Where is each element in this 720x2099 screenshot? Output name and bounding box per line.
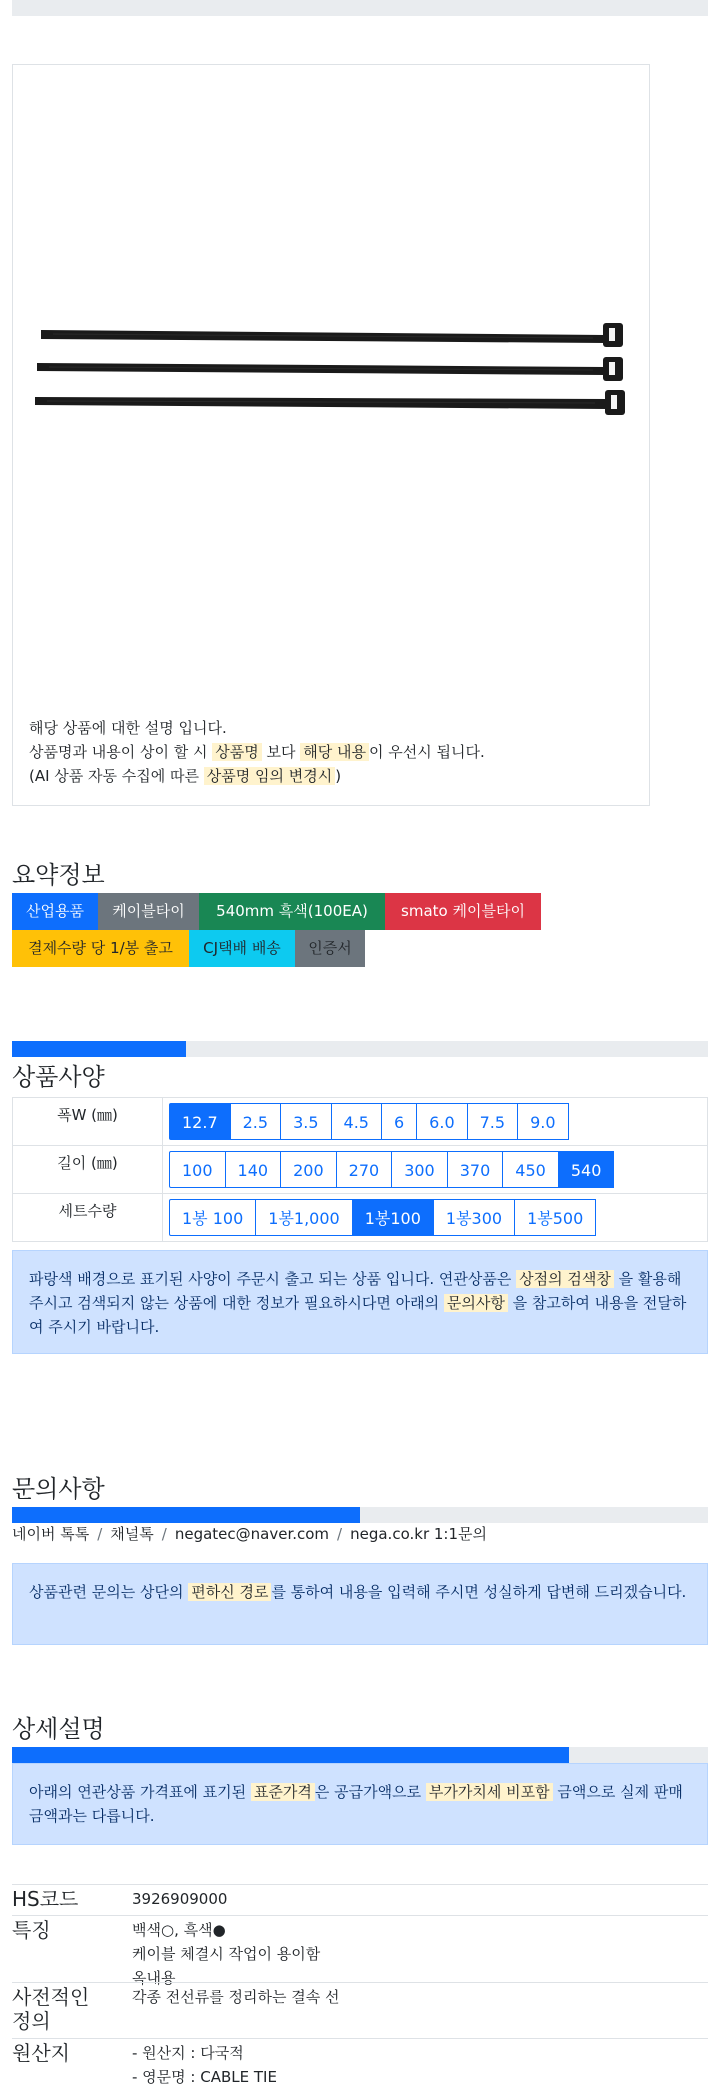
info-value-line: - 영문명 : CABLE TIE bbox=[132, 2068, 277, 2086]
info-row-features bbox=[12, 1915, 708, 1987]
highlight: 부가가치세 비포함 bbox=[426, 1783, 553, 1801]
spec-option-button[interactable]: 100 bbox=[169, 1151, 226, 1188]
info-value bbox=[132, 2041, 277, 2089]
spec-option-button[interactable]: 1봉 100 bbox=[169, 1199, 256, 1236]
highlight: 표준가격 bbox=[251, 1783, 315, 1801]
inquiry-notice bbox=[12, 1563, 708, 1645]
cable-ties-image bbox=[13, 65, 649, 805]
info-key: 원산지 bbox=[12, 2041, 70, 2065]
desc-text: 상품명과 내용이 상이 할 시 bbox=[29, 743, 213, 761]
spec-options bbox=[163, 1194, 708, 1242]
highlight: 편하신 경로 bbox=[188, 1583, 271, 1601]
spec-option-button[interactable]: 540 bbox=[558, 1151, 615, 1188]
spec-option-button[interactable]: 3.5 bbox=[280, 1103, 331, 1140]
spec-option-button[interactable]: 370 bbox=[447, 1151, 504, 1188]
highlight: 상점의 검색창 bbox=[516, 1270, 614, 1288]
info-key: 특징 bbox=[12, 1918, 51, 1942]
info-value bbox=[132, 1918, 320, 1990]
summary-title: 요약정보 bbox=[12, 861, 105, 889]
spec-label: 세트수량 bbox=[13, 1194, 163, 1242]
spec-table bbox=[12, 1097, 708, 1242]
highlight: 상품명 bbox=[212, 743, 261, 761]
top-progress-track bbox=[12, 0, 708, 16]
badge-category: 산업용품 bbox=[12, 893, 98, 930]
info-value: 3926909000 bbox=[132, 1890, 228, 1908]
spec-row-set bbox=[13, 1194, 708, 1242]
info-key: HS코드 bbox=[12, 1887, 79, 1911]
details-title: 상세설명 bbox=[12, 1715, 105, 1743]
separator: / bbox=[97, 1525, 103, 1543]
desc-line-1: 해당 상품에 대한 설명 입니다. bbox=[29, 719, 227, 737]
info-value: 각종 전선류를 정리하는 결속 선 bbox=[132, 1988, 340, 2006]
spec-option-button[interactable]: 4.5 bbox=[331, 1103, 382, 1140]
specs-progress-fill bbox=[12, 1041, 186, 1057]
info-row-definition bbox=[12, 1982, 708, 2039]
notice-text: 상품관련 문의는 상단의 bbox=[29, 1583, 189, 1601]
spec-option-button[interactable]: 200 bbox=[280, 1151, 337, 1188]
link-qna[interactable]: nega.co.kr 1:1문의 bbox=[350, 1525, 487, 1543]
highlight: 상품명 임의 변경시 bbox=[204, 767, 335, 785]
badge-certificate[interactable]: 인증서 bbox=[295, 930, 365, 967]
badge-shipping-unit: 결제수량 당 1/봉 출고 bbox=[12, 930, 189, 967]
inquiry-progress-fill bbox=[12, 1507, 360, 1523]
spec-row-width bbox=[13, 1098, 708, 1146]
badge-delivery: CJ택배 배송 bbox=[189, 930, 295, 967]
details-notice bbox=[12, 1763, 708, 1845]
spec-option-button[interactable]: 1봉300 bbox=[433, 1199, 515, 1236]
spec-option-button[interactable]: 1봉100 bbox=[352, 1199, 434, 1236]
link-channel-talk[interactable]: 채널톡 bbox=[110, 1525, 154, 1543]
desc-line-2 bbox=[29, 740, 629, 764]
spec-options bbox=[163, 1098, 708, 1146]
spec-option-button[interactable]: 9.0 bbox=[517, 1103, 568, 1140]
specs-notice bbox=[12, 1250, 708, 1354]
notice-text: 을 활용해 주시고 검색되지 않는 상품에 대한 정보가 필요하시다면 아래의 bbox=[29, 1270, 682, 1312]
notice-text: 금액으로 실제 판매금액과는 다릅니다. bbox=[29, 1783, 683, 1825]
spec-option-button[interactable]: 6.0 bbox=[416, 1103, 467, 1140]
set-options bbox=[169, 1199, 707, 1236]
spec-options bbox=[163, 1146, 708, 1194]
inquiry-title: 문의사항 bbox=[12, 1475, 105, 1503]
desc-text: 이 우선시 됩니다. bbox=[368, 743, 485, 761]
spec-option-button[interactable]: 140 bbox=[225, 1151, 282, 1188]
notice-text: 은 공급가액으로 bbox=[314, 1783, 426, 1801]
info-value-line: 백색○, 흑색● bbox=[132, 1921, 226, 1939]
desc-line-3 bbox=[29, 764, 629, 788]
badge-spec: 540mm 흑색(100EA) bbox=[199, 893, 385, 930]
info-row-origin bbox=[12, 2038, 708, 2099]
spec-label: 길이 (㎜) bbox=[13, 1146, 163, 1194]
badge-type: 케이블타이 bbox=[98, 893, 199, 930]
desc-text: ) bbox=[335, 767, 342, 785]
spec-option-button[interactable]: 7.5 bbox=[467, 1103, 518, 1140]
desc-text: (AI 상품 자동 수집에 따른 bbox=[29, 767, 204, 785]
spec-option-button[interactable]: 6 bbox=[381, 1103, 417, 1140]
separator: / bbox=[161, 1525, 167, 1543]
spec-option-button[interactable]: 1봉1,000 bbox=[255, 1199, 352, 1236]
link-email[interactable]: negatec@naver.com bbox=[174, 1525, 330, 1543]
spec-option-button[interactable]: 1봉500 bbox=[514, 1199, 596, 1236]
length-options bbox=[169, 1151, 707, 1188]
badge-brand: smato 케이블타이 bbox=[385, 893, 541, 930]
highlight: 문의사항 bbox=[444, 1294, 508, 1312]
specs-title: 상품사양 bbox=[12, 1063, 105, 1091]
product-description bbox=[29, 716, 629, 788]
spec-option-button[interactable]: 450 bbox=[502, 1151, 559, 1188]
inquiry-progress bbox=[12, 1507, 708, 1523]
separator: / bbox=[337, 1525, 343, 1543]
details-progress-fill bbox=[12, 1747, 569, 1763]
info-key: 사전적인 정의 bbox=[12, 1985, 90, 2033]
notice-text: 을 참고하여 내용을 전달하여 주시기 바랍니다. bbox=[29, 1294, 687, 1336]
specs-progress bbox=[12, 1041, 708, 1057]
width-options bbox=[169, 1103, 707, 1140]
spec-option-button[interactable]: 2.5 bbox=[230, 1103, 281, 1140]
product-image-card bbox=[12, 64, 650, 806]
spec-label: 폭W (㎜) bbox=[13, 1098, 163, 1146]
info-value-line: - 원산지 : 다국적 bbox=[132, 2044, 244, 2062]
link-naver-talk[interactable]: 네이버 톡톡 bbox=[12, 1525, 90, 1543]
spec-option-button[interactable]: 12.7 bbox=[169, 1103, 231, 1140]
spec-option-button[interactable]: 270 bbox=[336, 1151, 393, 1188]
contact-links bbox=[12, 1523, 487, 1544]
notice-text: 를 통하여 내용을 입력해 주시면 성실하게 답변해 드리겠습니다. bbox=[271, 1583, 687, 1601]
notice-text: 파랑색 배경으로 표기된 사양이 주문시 출고 되는 상품 입니다. 연관상품은 bbox=[29, 1270, 517, 1288]
spec-row-length bbox=[13, 1146, 708, 1194]
info-value-line: 옥내용 bbox=[132, 1969, 176, 1987]
desc-text: 보다 bbox=[261, 743, 301, 761]
info-value-line: 케이블 체결시 작업이 용이함 bbox=[132, 1945, 321, 1963]
info-row-hscode bbox=[12, 1884, 708, 1916]
details-progress bbox=[12, 1747, 708, 1763]
notice-text: 아래의 연관상품 가격표에 표기된 bbox=[29, 1783, 251, 1801]
spec-option-button[interactable]: 300 bbox=[391, 1151, 448, 1188]
highlight: 해당 내용 bbox=[300, 743, 369, 761]
